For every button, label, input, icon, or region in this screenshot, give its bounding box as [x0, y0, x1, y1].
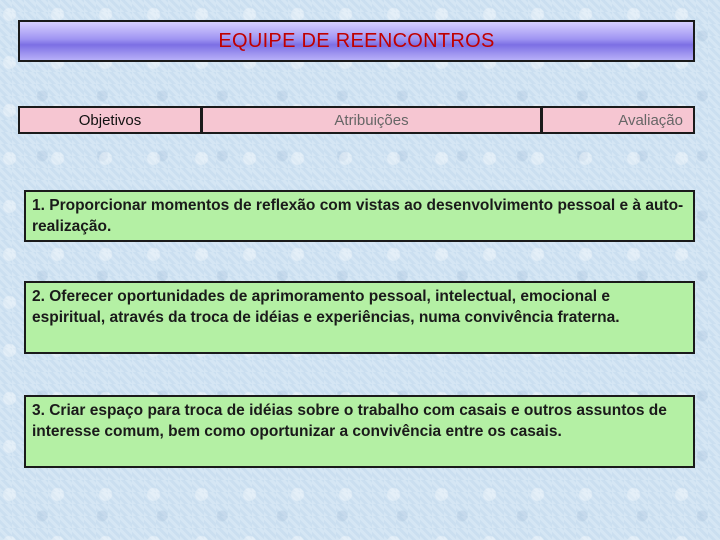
objective-item-3 [24, 395, 695, 468]
tab-atribuicoes-label: Atribuições [334, 111, 409, 129]
tab-objetivos[interactable] [18, 106, 202, 134]
objective-text-3: 3. Criar espaço para troca de idéias sobre o trabalho com casais e outros assuntos de interesse comum, bem como oportunizar a convivência entre os casais. [32, 402, 667, 440]
page-title-text: EQUIPE DE REENCONTROS [218, 29, 495, 52]
tab-objetivos-label: Objetivos [78, 111, 142, 129]
tab-avaliacao[interactable] [541, 106, 695, 134]
objective-item-1 [24, 190, 695, 242]
objective-text-1: 1. Proporcionar momentos de reflexão com vistas ao desenvolvimento pessoal e à auto-realização. [32, 197, 684, 235]
page-title [18, 20, 695, 62]
tab-atribuicoes[interactable] [201, 106, 542, 134]
tab-avaliacao-label: Avaliação [618, 111, 683, 129]
objective-text-2: 2. Oferecer oportunidades de aprimoramento pessoal, intelectual, emocional e espiritual, através da troca de idéias e experiências, numa convivência fraterna. [32, 288, 620, 326]
objective-item-2 [24, 281, 695, 354]
